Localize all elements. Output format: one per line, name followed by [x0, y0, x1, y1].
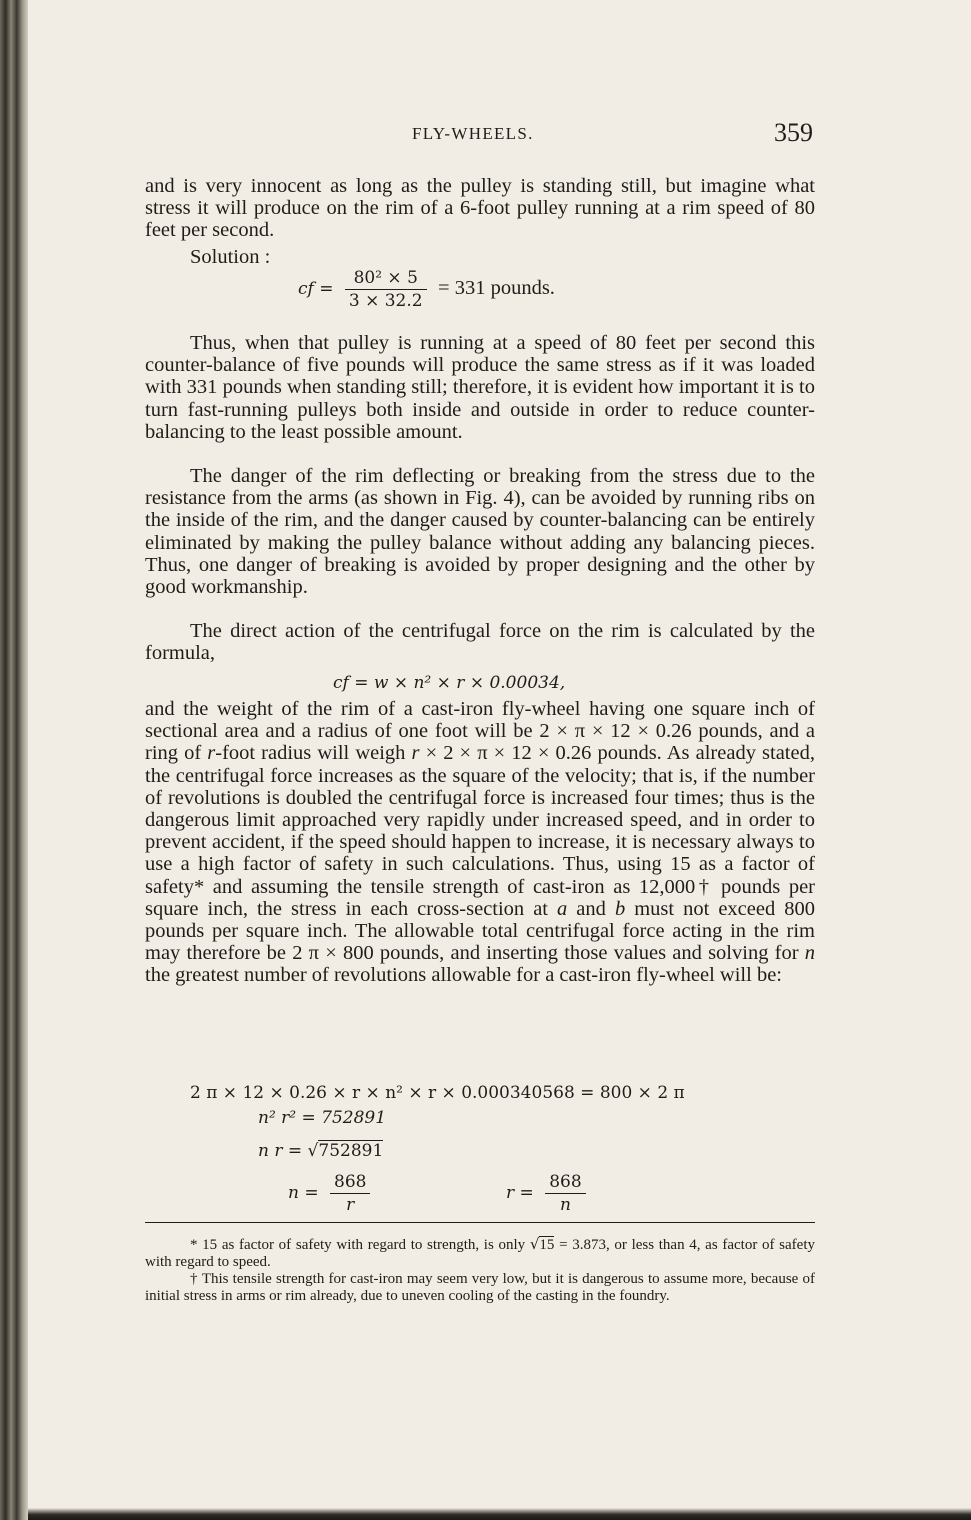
eq6-numerator: 868	[330, 1172, 370, 1194]
equation-n2r2	[258, 1108, 386, 1128]
p5-part-a: and the weight of the rim of a cast-iron fly-wheel having one square inch of sectional area and a radius of one foot will be 2 × π × 12 × 0.26 pounds, and a ring of	[145, 698, 815, 765]
eq5-radicand: 752891	[318, 1141, 384, 1161]
p5-part-d: and	[567, 897, 615, 920]
eq3-text: 2 π × 12 × 0.26 × r × n² × r × 0.000340568 = 800 × 2 π	[190, 1083, 685, 1103]
p5-part-e: must not exceed 800 pounds per square inch. The allowable total centrifugal force acting in the rim may therefore be 2 π × 800 pounds, and inserting those values and solving for	[145, 897, 815, 965]
paragraph-3	[145, 465, 815, 598]
paragraph-4-text: The direct action of the centrifugal force on the rim is calculated by the formula,	[145, 620, 815, 665]
footnote-tensile: † This tensile strength for cast-iron may seem very low, but it is dangerous to assume more, because of initial stress in arms or rim already, due to uneven cooling of the casting in the foundry.	[145, 1271, 815, 1304]
eq2-text: cf = w × n² × r × 0.00034,	[333, 673, 566, 693]
eq6-denominator: r	[346, 1195, 355, 1215]
eq1-lhs: cf =	[298, 279, 334, 299]
eq5-lhs: n r =	[258, 1141, 303, 1161]
eq1-denominator: 3 × 32.2	[348, 291, 423, 311]
footnotes	[145, 1236, 815, 1305]
paragraph-1	[145, 175, 815, 242]
paragraph-4	[145, 620, 815, 664]
p5-var-a: a	[557, 897, 568, 920]
paragraph-1-text: and is very innocent as long as the pulley is standing still, but imagine what stress it will produce on the rim of a 6-foot pulley running at a rim speed of 80 feet per second.	[145, 175, 815, 242]
p5-var-r-2: r	[411, 742, 420, 765]
eq1-numerator: 80² × 5	[345, 268, 427, 290]
book-binding-edge	[0, 0, 28, 1520]
p5-var-n: n	[804, 942, 815, 965]
eq7-fraction	[545, 1172, 585, 1215]
footnote-safety	[145, 1236, 815, 1271]
paragraph-3-text: The danger of the rim deflecting or breaking from the stress due to the resistance from the arms (as shown in Fig. 4), can be avoided by running ribs on the inside of the rim, and the danger caused by counter-balancing can be entirely eliminated by making the pulley balance without adding any balancing pieces. Thus, one danger of breaking is avoided by proper designing and the other by good workmanship.	[145, 465, 815, 599]
running-title: FLY-WHEELS.	[412, 124, 534, 143]
p5-var-r: r	[207, 742, 216, 765]
page-bottom-edge	[28, 1508, 971, 1520]
page-header	[0, 118, 971, 152]
eq4-text: n² r² = 752891	[258, 1108, 387, 1128]
eq6-fraction	[330, 1172, 370, 1215]
paragraph-2-text: Thus, when that pulley is running at a speed of 80 feet per second this counter-balance of five pounds will produce the same stress as if it was loaded with 331 pounds when standing still; therefore, it is evident how important it is to turn fast-running pulleys both inside and outside in order to reduce counter-balancing to the least possible amount.	[145, 332, 815, 443]
p5-part-c: × 2 × π × 12 × 0.26 pounds. As already stated, the centrifugal force increases as the square of the velocity; that is, if the number of revolutions is doubled the centrifugal force is increased four times; thus is the dangerous limit approached very rapidly under increased speed, and in order to prevent accident, if the speed should happen to increase, it is necessary always to use a high factor of safety in such calculations. Thus, using 15 as a factor of safety* and assuming the tensile strength of cast-iron as 12,000† pounds per square inch, the stress in each cross-section at	[145, 742, 815, 920]
eq7-lhs: r =	[506, 1183, 534, 1203]
eq7-denominator: n	[559, 1195, 571, 1215]
paragraph-5-text	[145, 698, 815, 987]
footnote-divider	[145, 1222, 815, 1223]
equation-r-value	[506, 1172, 592, 1215]
page-number: 359	[774, 118, 813, 147]
solution-label: Solution :	[190, 246, 271, 268]
p5-var-b: b	[614, 897, 626, 920]
equation-revolutions	[190, 1083, 685, 1103]
square-root-icon: √	[529, 1235, 540, 1253]
equation-nr-root	[258, 1141, 383, 1161]
paragraph-5	[145, 698, 815, 987]
square-root-icon: √	[307, 1141, 319, 1161]
eq6-lhs: n =	[288, 1183, 319, 1203]
eq1-fraction	[345, 268, 427, 311]
equation-cf-solution	[298, 268, 555, 311]
equation-n-value	[288, 1172, 376, 1215]
equation-centrifugal-force	[333, 673, 565, 693]
eq7-numerator: 868	[545, 1172, 585, 1194]
footnote-1-radicand: 15	[539, 1237, 555, 1253]
footnote-1-part-a: * 15 as factor of safety with regard to strength, is only	[190, 1237, 530, 1253]
footnote-1-part-b: = 3.873, or less than 4, as factor of safety with regard to speed.	[145, 1237, 815, 1270]
p5-part-f: the greatest number of revolutions allowable for a cast-iron fly-wheel will be:	[145, 964, 782, 987]
eq1-rhs: = 331 pounds.	[438, 277, 555, 299]
paragraph-2	[145, 332, 815, 443]
p5-part-b: -foot radius will weigh	[215, 742, 412, 765]
